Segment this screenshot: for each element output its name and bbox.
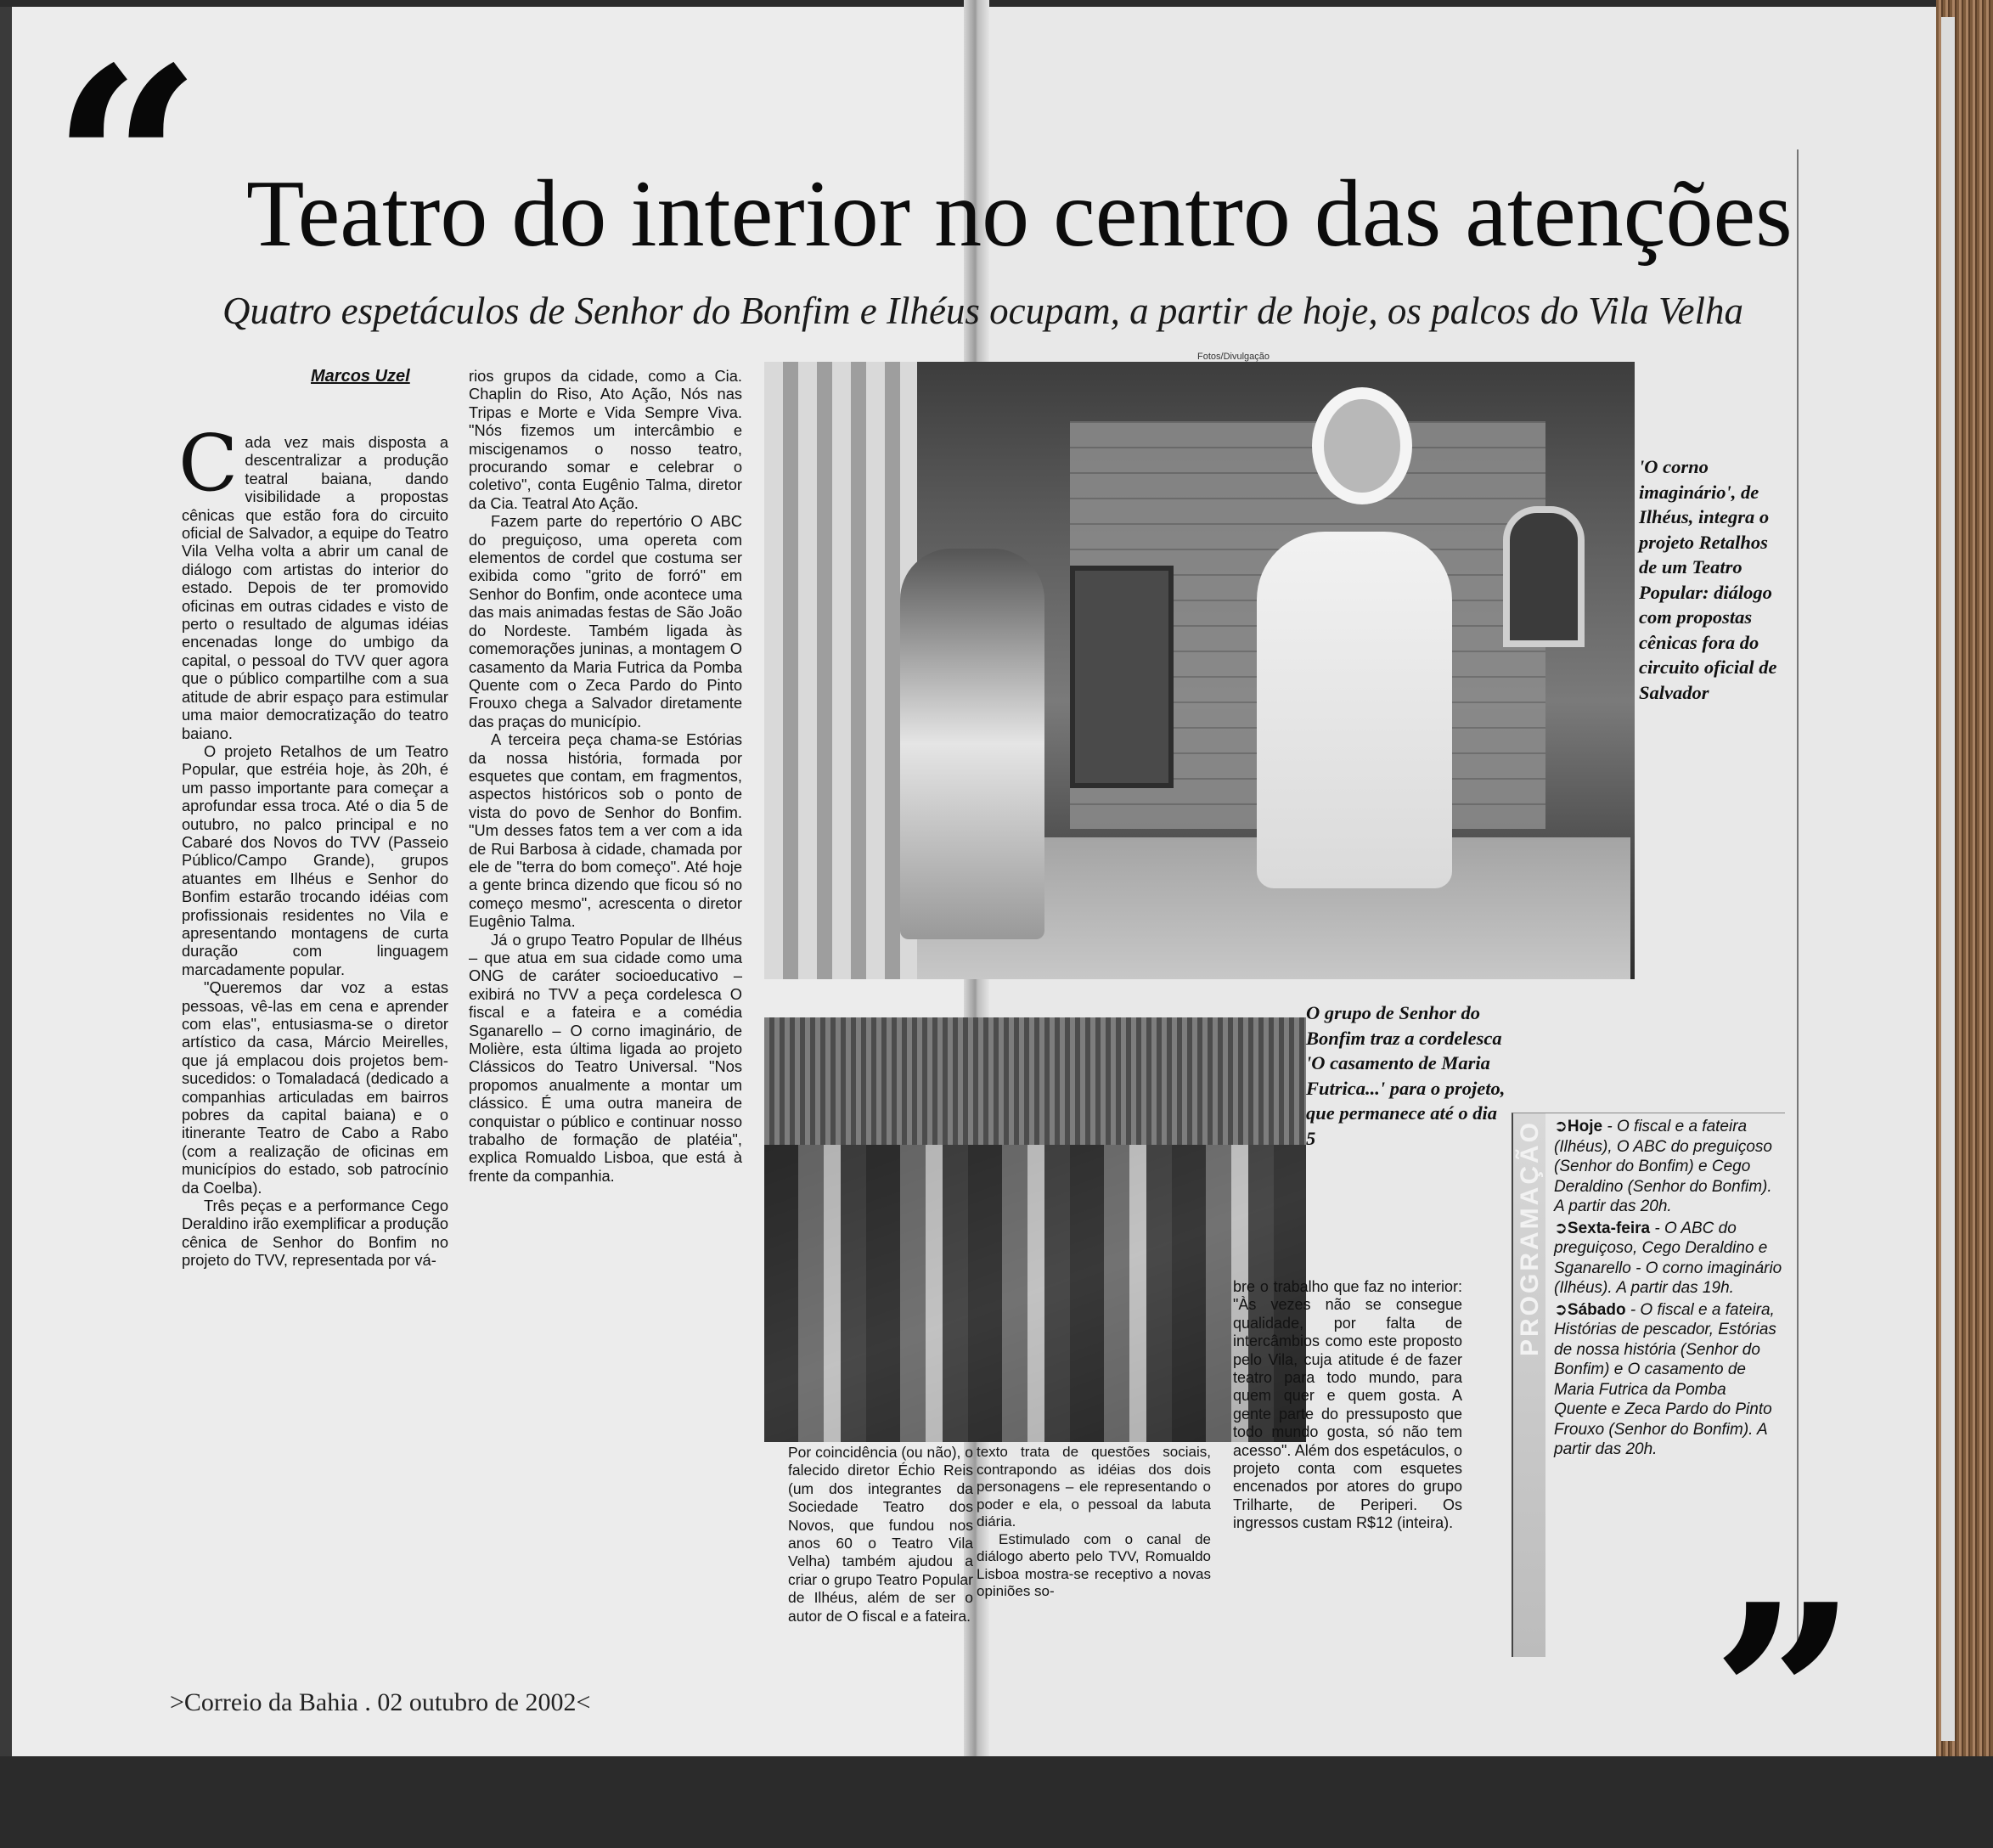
article-column-1 xyxy=(178,418,448,1656)
street-theatre-photo xyxy=(764,1017,1306,1442)
photo-caption-top: 'O corno imaginário', de Ilhéus, integra o projeto Retalhos de um Teatro Popular: diálogo com propostas cênicas fora do circuito oficial de Salvador xyxy=(1639,456,1777,703)
stage-photo-corno-imaginario xyxy=(764,362,1635,979)
performers-crowd xyxy=(764,1145,1306,1442)
actress-head xyxy=(1312,387,1412,504)
subheadline: Quatro espetáculos de Senhor do Bonfim e Ilhéus ocupam, a partir de hoje, os palcos do Vila Velha xyxy=(222,290,1744,332)
paragraph: Cada vez mais disposta a descentralizar a produção teatral baiana, dando visibilidade a propostas cênicas que estão fora do circuito oficial de Salvador, a equipe do Teatro Vila Velha volta a abrir um canal de diálogo com artistas do interior do estado. Depois de ter promovido oficinas em outras cidades e visto de perto o resultado de algumas idéias encenadas longe do umbigo da capital, o pessoal do TVV quer agora que o público compartilhe com a sua atitude de abrir espaço para estimular uma maior democratização do teatro baiano. xyxy=(178,418,448,742)
stage-curtain xyxy=(764,362,917,979)
actor-figure xyxy=(900,549,1044,939)
programacao-label: PROGRAMAÇÃO xyxy=(1516,1120,1544,1356)
schedule-text: - O fiscal e a fateira, Histórias de pescador, Estórias de nossa história (Senhor do Bonfim) e O casamento de Maria Futrica da Pomba Quente e Zeca Pardo do Pinto Frouxo (Senhor do Bonfim). A partir das 20h. xyxy=(1554,1300,1776,1458)
programacao-list xyxy=(1554,1117,1783,1462)
paragraph: O projeto Retalhos de um Teatro Popular, que estréia hoje, às 20h, é um passo importante para começar a aprofundar essa troca. Até o dia 5 de outubro, no palco principal e no Cabaré dos Novos do TVV (Passeio Público/Campo Grande), grupos atuantes em Ilhéus e Senhor do Bonfim estarão trocando idéias com profissionais residentes no Vila e apresentando montagens de curta duração com linguagem marcadamente popular. xyxy=(182,741,448,978)
stage-door xyxy=(1070,566,1174,788)
closing-quote-mark: ” xyxy=(1711,1548,1833,1848)
schedule-day: Sexta-feira xyxy=(1567,1219,1651,1237)
column-rule xyxy=(1797,149,1799,1658)
page-edges xyxy=(1936,0,1993,1756)
article-column-5 xyxy=(1233,1278,1462,1652)
photo-caption-bottom: O grupo de Senhor do Bonfim traz a cordelesca 'O casamento de Maria Futrica...' para o projeto, que permanece até o dia 5 xyxy=(1306,1002,1506,1149)
actress-figure xyxy=(1257,532,1452,888)
schedule-day: Sábado xyxy=(1567,1300,1626,1319)
photo-credit: Fotos/Divulgação xyxy=(1197,352,1270,362)
headline: Teatro do interior no centro das atenções xyxy=(246,161,1793,267)
paragraph: Fazem parte do repertório O ABC do preguiçoso, uma opereta com elementos de cordel que costuma ser exibida como "grito de forró" em Senhor do Bonfim, onde acontece uma das mais animadas festas de São João do Nordeste. Também ligada às comemorações juninas, a montagem O casamento da Maria Futrica da Pomba Quente com o Zeca Pardo do Pinto Frouxo chega a Salvador diretamente das praças do município. xyxy=(469,512,742,730)
article-column-4 xyxy=(977,1444,1211,1656)
paragraph: Estimulado com o canal de diálogo aberto pelo TVV, Romualdo Lisboa mostra-se receptivo a novas opiniões so- xyxy=(977,1530,1211,1599)
stage-window xyxy=(1503,506,1585,647)
paragraph: bre o trabalho que faz no interior: "Às vezes não se consegue qualidade, por falta de intercâmbios como este proposto pelo Vila, cuja atitude é de fazer teatro para todo mundo, para quem quer e quem gosta. A gente parte do pressuposto que todo mundo gosta, só não tem acesso". Além dos espetáculos, o projeto conta com esquetes encenados por atores do grupo Trilharte, de Periperi. Os ingressos custam R$12 (inteira). xyxy=(1233,1278,1462,1532)
opening-quote-mark: “ xyxy=(51,11,177,320)
byline: Marcos Uzel xyxy=(311,367,410,386)
paragraph: "Queremos dar voz a estas pessoas, vê-las em cena e aprender com elas", entusiasma-se o diretor artístico da casa, Márcio Meirelles, que já emplacou dois projetos bem-sucedidos: o Tomaladacá (dedicado a companhias articuladas em bairros pobres da capital baiana) e o itinerante Teatro de Cabo a Rabo (com a realização de oficinas em municípios do estado, sob patrocínio da Coelba). xyxy=(182,978,448,1197)
paragraph: rios grupos da cidade, como a Cia. Chaplin do Riso, Ato Ação, Nós nas Tripas e Morte e Vida Sempre Viva. "Nós fizemos um intercâmbio e miscigenamos o nosso teatro, procurando somar e celebrar o coletivo", conta Eugênio Talma, diretor da Cia. Teatral Ato Ação. xyxy=(469,367,742,512)
schedule-item: ➲Sábado - O fiscal e a fateira, Histórias de pescador, Estórias de nossa história (Senhor do Bonfim) e O casamento de Maria Futrica da Pomba Quente e Zeca Pardo do Pinto Frouxo (Senhor do Bonfim). A partir das 20h. xyxy=(1554,1300,1776,1458)
schedule-item: ➲Hoje - O fiscal e a fateira (Ilhéus), O ABC do preguiçoso (Senhor do Bonfim) e Cego Deraldino (Senhor do Bonfim). A partir das 20h. xyxy=(1554,1118,1772,1215)
paragraph: Já o grupo Teatro Popular de Ilhéus – que atua em sua cidade como uma ONG de caráter socioeducativo – exibirá no TVV a peça cordelesca O fiscal e a fateira e a comédia Sganarello – O corno imaginário, de Molière, esta última ligada ao projeto Clássicos do Teatro Universal. "Nos propomos anualmente a montar um clássico. É uma outra maneira de conquistar o público e continuar nosso trabalho de formação de platéia", explica Romualdo Lisboa, que está à frente da companhia. xyxy=(469,930,742,1185)
schedule-day: Hoje xyxy=(1567,1118,1603,1135)
schedule-text: - O fiscal e a fateira (Ilhéus), O ABC do preguiçoso (Senhor do Bonfim) e Cego Deraldino (Senhor do Bonfim). A partir das 20h. xyxy=(1554,1118,1772,1215)
article-column-3 xyxy=(788,1444,973,1656)
article-column-2 xyxy=(469,367,742,1658)
paragraph: A terceira peça chama-se Estórias da nossa história, formada por esquetes que contam, em fragmentos, aspectos históricos sob o ponto de vista do povo de Senhor do Bonfim. "Um desses fatos tem a ver com a ida de Rui Barbosa à cidade, chamada por ele de "terra do bom começo". Até hoje a gente brinca dizendo que ficou só no começo mesmo", acrescenta o diretor Eugênio Talma. xyxy=(469,730,742,931)
photo-background xyxy=(764,1017,1306,1145)
programacao-band xyxy=(1513,1113,1545,1657)
page-footer: >Correio da Bahia . 02 outubro de 2002< xyxy=(170,1688,591,1716)
schedule-item: ➲Sexta-feira - O ABC do preguiçoso, Cego Deraldino e Sganarello - O corno imaginário (Ilhéus). A partir das 19h. xyxy=(1554,1219,1782,1297)
paragraph: texto trata de questões sociais, contrapondo as idéias dos dois personagens – ele representando o poder e ela, o pessoal da labuta diária. xyxy=(977,1444,1211,1530)
paragraph: Por coincidência (ou não), o falecido diretor Échio Reis (um dos integrantes da Sociedade Teatro dos Novos, que fundou nos anos 60 o Teatro Vila Velha) também ajudou a criar o grupo Teatro Popular de Ilhéus, além de ser o autor de O fiscal e a fateira. xyxy=(788,1444,973,1625)
drop-cap: C xyxy=(178,418,239,509)
schedule-text: - O ABC do preguiçoso, Cego Deraldino e Sganarello - O corno imaginário (Ilhéus). A partir das 19h. xyxy=(1554,1219,1782,1297)
paragraph: Três peças e a performance Cego Deraldino irão exemplificar a produção cênica de Senhor do Bonfim no projeto do TVV, representada por vá- xyxy=(182,1197,448,1270)
